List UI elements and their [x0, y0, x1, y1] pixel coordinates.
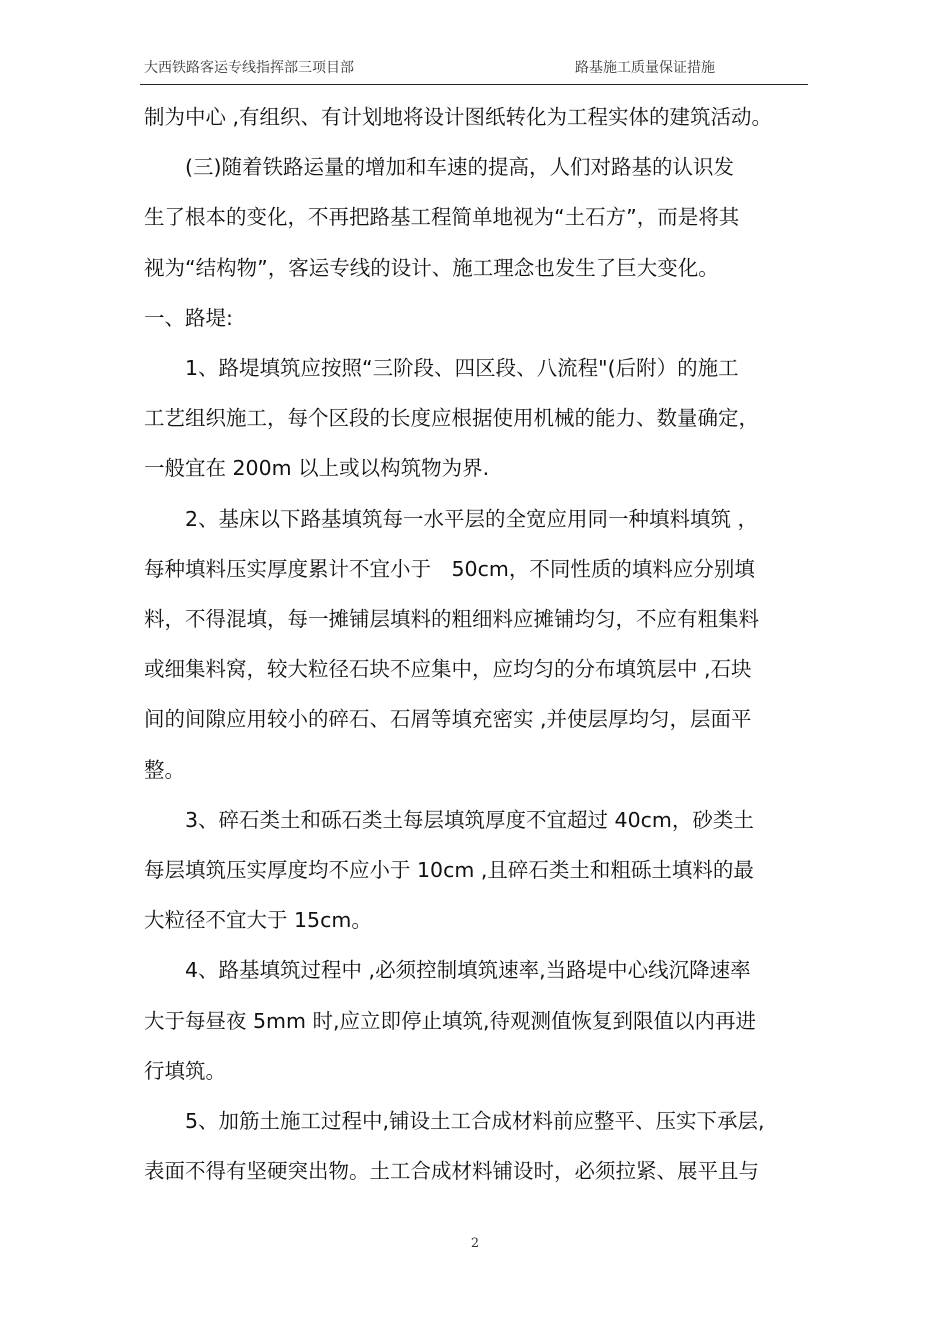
text-line: 3、碎石类土和砾石类土每层填筑厚度不宜超过 40cm，砂类土 [144, 807, 754, 832]
text-line: 制为中心 ,有组织、有计划地将设计图纸转化为工程实体的建筑活动。 [144, 105, 773, 129]
header-divider [140, 84, 808, 85]
section-heading: 一、路堤: [144, 305, 233, 330]
text-line: 4、路基填筑过程中 ,必须控制填筑速率,当路堤中心线沉降速率 [144, 958, 751, 983]
text-line: 每层填筑压实厚度均不应小于 10cm ,且碎石类土和粗砾土填料的最 [144, 858, 754, 883]
text-line: 行填筑。 [144, 1058, 226, 1083]
text-line: 一般宜在 200m 以上或以构筑物为界. [144, 456, 490, 481]
text-line: 视为“结构物”，客运专线的设计、施工理念也发生了巨大变化。 [144, 255, 719, 280]
text-line: 间的间隙应用较小的碎石、石屑等填充密实 ,并使层厚均匀，层面平 [144, 707, 752, 732]
text-line: 2、基床以下路基填筑每一水平层的全宽应用同一种填料填筑 ， [144, 506, 759, 531]
text-line: 5、加筋土施工过程中,铺设土工合成材料前应整平、压实下承层, [144, 1109, 765, 1134]
header-project-name: 大西铁路客运专线指挥部三项目部 [144, 60, 354, 76]
text-line: 大粒径不宜大于 15cm。 [144, 908, 372, 933]
text-line: 工艺组织施工，每个区段的长度应根据使用机械的能力、数量确定， [144, 406, 759, 431]
header-document-title: 路基施工质量保证措施 [575, 60, 715, 76]
text-line: 料，不得混填，每一摊铺层填料的粗细料应摊铺均匀，不应有粗集料 [144, 607, 759, 632]
page-number: 2 [470, 1236, 480, 1251]
text-line: 表面不得有坚硬突出物。土工合成材料铺设时，必须拉紧、展平且与 [144, 1159, 759, 1184]
text-line: 整。 [144, 757, 185, 782]
text-line: 生了根本的变化，不再把路基工程简单地视为“土石方”，而是将其 [144, 205, 740, 230]
text-line: 1、路堤填筑应按照“三阶段、四区段、八流程"(后附）的施工 [144, 356, 739, 381]
text-line: (三)随着铁路运量的增加和车速的提高，人们对路基的认识发 [144, 155, 734, 180]
document-body [144, 92, 820, 1196]
text-line: 大于每昼夜 5mm 时,应立即停止填筑,待观测值恢复到限值以内再进 [144, 1008, 757, 1033]
text-line: 或细集料窝，较大粒径石块不应集中，应均匀的分布填筑层中 ,石块 [144, 657, 752, 682]
text-line: 每种填料压实厚度累计不宜小于 50cm，不同性质的填料应分别填 [144, 556, 755, 581]
